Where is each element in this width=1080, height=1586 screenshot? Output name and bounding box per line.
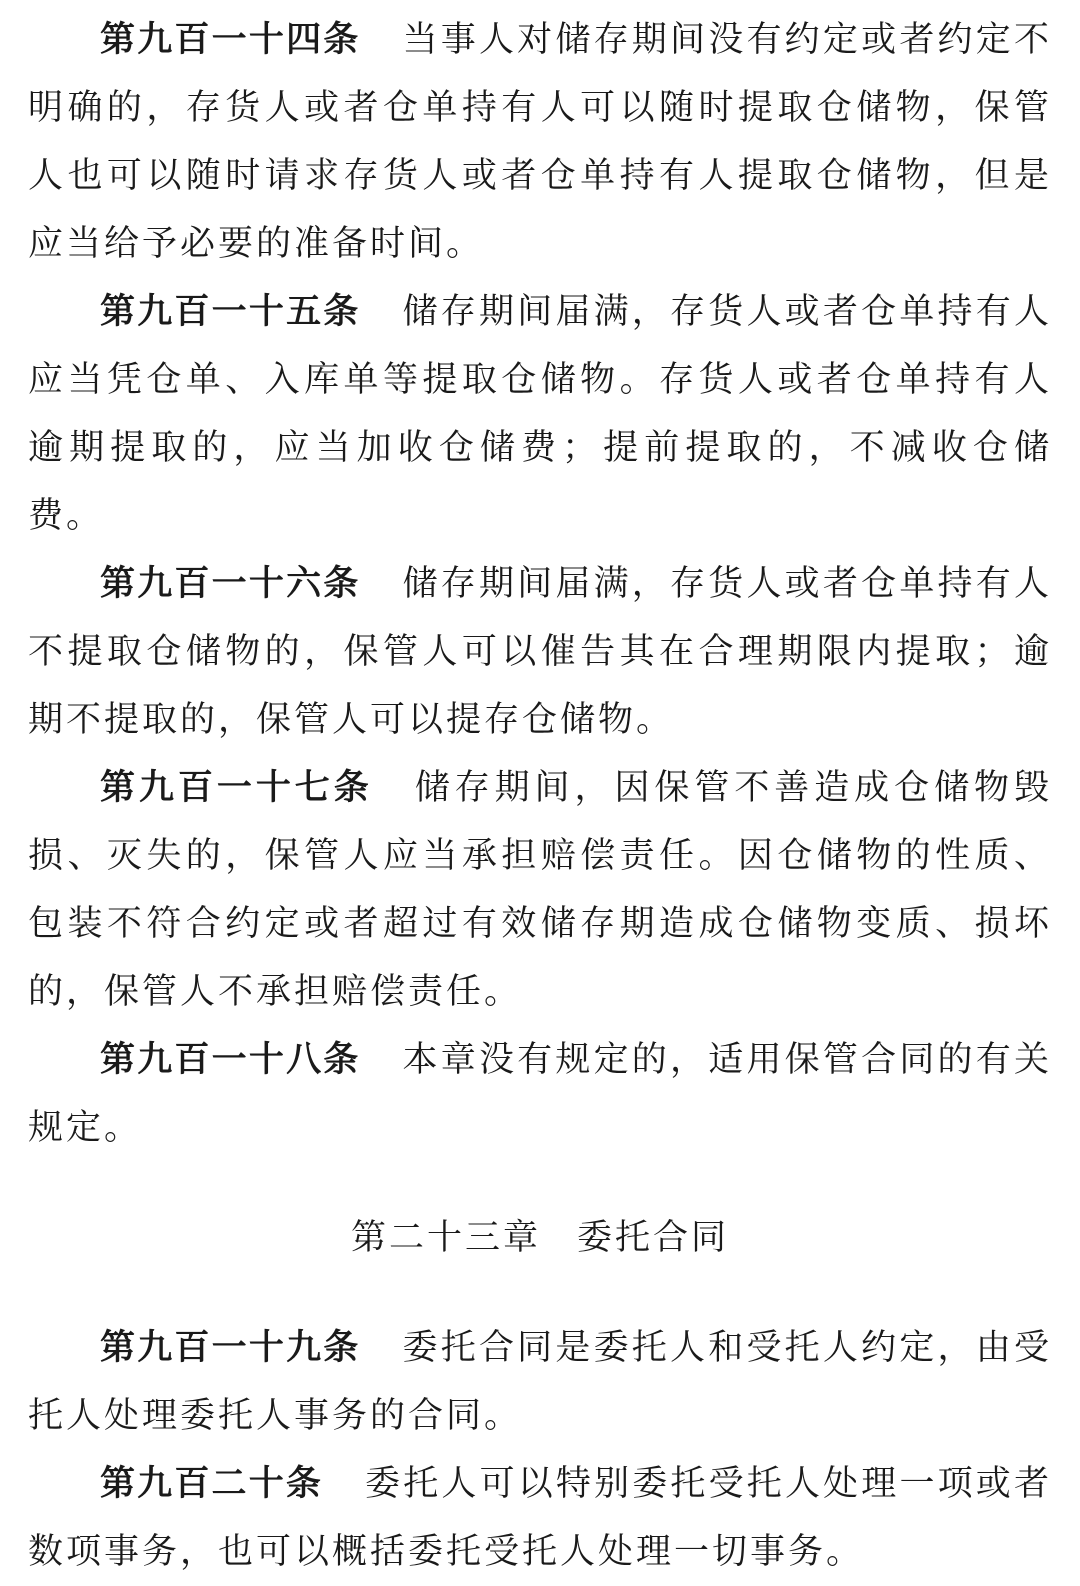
article-number: 第九百一十五条 (100, 292, 361, 332)
article-text: 委托合同是委托人和受托人约定，由受托人处理委托人事务的合同。 (28, 1328, 1052, 1436)
article-text: 本章没有规定的，适用保管合同的有关规定。 (28, 1040, 1052, 1148)
article-number: 第九百一十七条 (100, 768, 373, 808)
article-text: 委托人可以特别委托受托人处理一项或者数项事务，也可以概括委托受托人处理一切事务。 (28, 1464, 1052, 1572)
article-917 (28, 754, 1052, 1026)
article-text: 当事人对储存期间没有约定或者约定不明确的，存货人或者仓单持有人可以随时提取仓储物，保管人也可以随时请求存货人或者仓单持有人提取仓储物，但是应当给予必要的准备时间。 (28, 20, 1052, 264)
article-text: 储存期间届满，存货人或者仓单持有人不提取仓储物的，保管人可以催告其在合理期限内提取；逾期不提取的，保管人可以提存仓储物。 (28, 564, 1052, 740)
article-919 (28, 1314, 1052, 1450)
article-number: 第九百一十六条 (100, 564, 361, 604)
article-915 (28, 278, 1052, 550)
article-920 (28, 1450, 1052, 1586)
article-number: 第九百二十条 (100, 1464, 324, 1504)
article-number: 第九百一十八条 (100, 1040, 361, 1080)
chapter-heading (28, 1204, 1052, 1272)
article-number: 第九百一十四条 (100, 20, 361, 60)
chapter-title: 委托合同 (577, 1218, 730, 1258)
article-916 (28, 550, 1052, 754)
article-914 (28, 6, 1052, 278)
article-918 (28, 1026, 1052, 1162)
article-number: 第九百一十九条 (100, 1328, 361, 1368)
article-text: 储存期间届满，存货人或者仓单持有人应当凭仓单、入库单等提取仓储物。存货人或者仓单持有人逾期提取的，应当加收仓储费；提前提取的，不减收仓储费。 (28, 292, 1052, 536)
article-text: 储存期间，因保管不善造成仓储物毁损、灭失的，保管人应当承担赔偿责任。因仓储物的性质、包装不符合约定或者超过有效储存期造成仓储物变质、损坏的，保管人不承担赔偿责任。 (28, 768, 1052, 1012)
chapter-number: 第二十三章 (350, 1218, 541, 1258)
